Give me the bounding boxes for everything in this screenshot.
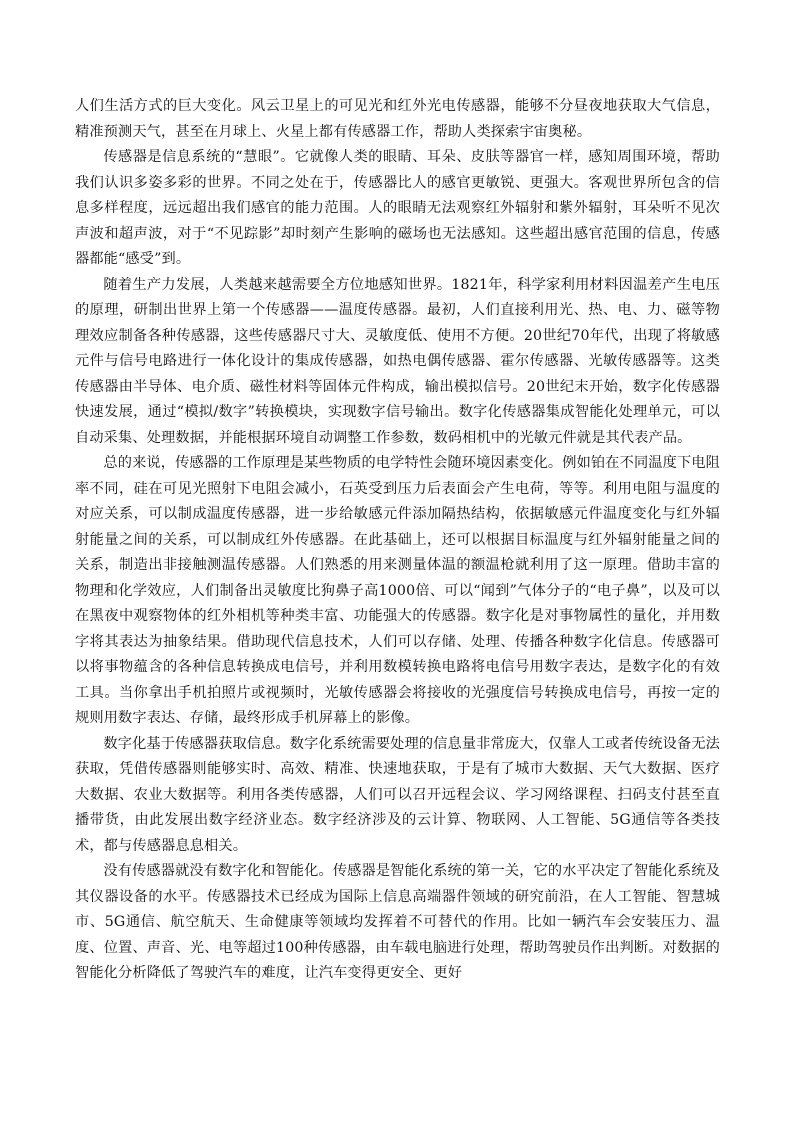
paragraph-6: 没有传感器就没有数字化和智能化。传感器是智能化系统的第一关，它的水平决定了智能化系统及其仪器设备的水平。传感器技术已经成为国际上信息高端器件领域的研究前沿，在人工智能、智慧城市、5G通信、航空航天、生命健康等领域均发挥着不可替代的作用。比如一辆汽车会安装压力、温度、位置、声音、光、电等超过100种传感器，由车载电脑进行处理，帮助驾驶员作出判断。对数据的智能化分析降低了驾驶汽车的难度，让汽车变得更安全、更好 xyxy=(75,863,720,981)
paragraph-5: 数字化基于传感器获取信息。数字化系统需要处理的信息量非常庞大，仅靠人工或者传统设备无法获取，凭借传感器则能够实时、高效、精准、快速地获取，于是有了城市大数据、天气大数据、医疗大数据、农业大数据等。利用各类传感器，人们可以召开远程会议、学习网络课程、扫码支付甚至直播带货，由此发展出数字经济业态。数字经济涉及的云计算、物联网、人工智能、5G通信等各类技术，都与传感器息息相关。 xyxy=(75,735,720,854)
paragraph-3: 随着生产力发展，人类越来越需要全方位地感知世界。1821年，科学家利用材料因温差产生电压的原理，研制出世界上第一个传感器——温度传感器。最初，人们直接利用光、热、电、力、磁等物理效应制备各种传感器，这些传感器尺寸大、灵敏度低、使用不方便。20世纪70年代，出现了将敏感元件与信号电路进行一体化设计的集成传感器，如热电偶传感器、霍尔传感器、光敏传感器等。这类传感器由半导体、电介质、磁性材料等固体元件构成，输出模拟信号。20世纪末开始，数字化传感器快速发展，通过“模拟/数字”转换模块，实现数字信号输出。数字化传感器集成智能化处理单元，可以自动采集、处理数据，并能根据环境自动调整工作参数，数码相机中的光敏元件就是其代表产品。 xyxy=(75,276,720,446)
document-page xyxy=(75,94,720,987)
paragraph-1: 人们生活方式的巨大变化。风云卫星上的可见光和红外光电传感器，能够不分昼夜地获取大气信息，精准预测天气，甚至在月球上、火星上都有传感器工作，帮助人类探索宇宙奥秘。 xyxy=(75,98,720,140)
paragraph-4: 总的来说，传感器的工作原理是某些物质的电学特性会随环境因素变化。例如铂在不同温度下电阻率不同，硅在可见光照射下电阻会减小，石英受到压力后表面会产生电荷，等等。利用电阻与温度的对应关系，可以制成温度传感器，进一步给敏感元件添加隔热结构，依据敏感元件温度变化与红外辐射能量之间的关系，可以制成红外传感器。在此基础上，还可以根据目标温度与红外辐射能量之间的关系，制造出非接触测温传感器。人们熟悉的用来测量体温的额温枪就利用了这一原理。借助丰富的物理和化学效应，人们制备出灵敏度比狗鼻子高1000倍、可以“闻到”气体分子的“电子鼻”，以及可以在黑夜中观察物体的红外相机等种类丰富、功能强大的传感器。数字化是对事物属性的量化，并用数字将其表达为抽象结果。借助现代信息技术，人们可以存储、处理、传播各种数字化信息。传感器可以将事物蕴含的各种信息转换成电信号，并利用数模转换电路将电信号用数字表达，是数字化的有效工具。当你拿出手机拍照片或视频时，光敏传感器会将接收的光强度信号转换成电信号，再按一定的规则用数字表达、存储，最终形成手机屏幕上的影像。 xyxy=(75,455,720,726)
paragraph-2: 传感器是信息系统的“慧眼”。它就像人类的眼睛、耳朵、皮肤等器官一样，感知周围环境，帮助我们认识多姿多彩的世界。不同之处在于，传感器比人的感官更敏锐、更强大。客观世界所包含的信息多样程度，远远超出我们感官的能力范围。人的眼睛无法观察红外辐射和紫外辐射，耳朵听不见次声波和超声波，对于“不见踪影”却时刻产生影响的磁场也无法感知。这些超出感官范围的信息，传感器都能“感受”到。 xyxy=(75,149,720,267)
